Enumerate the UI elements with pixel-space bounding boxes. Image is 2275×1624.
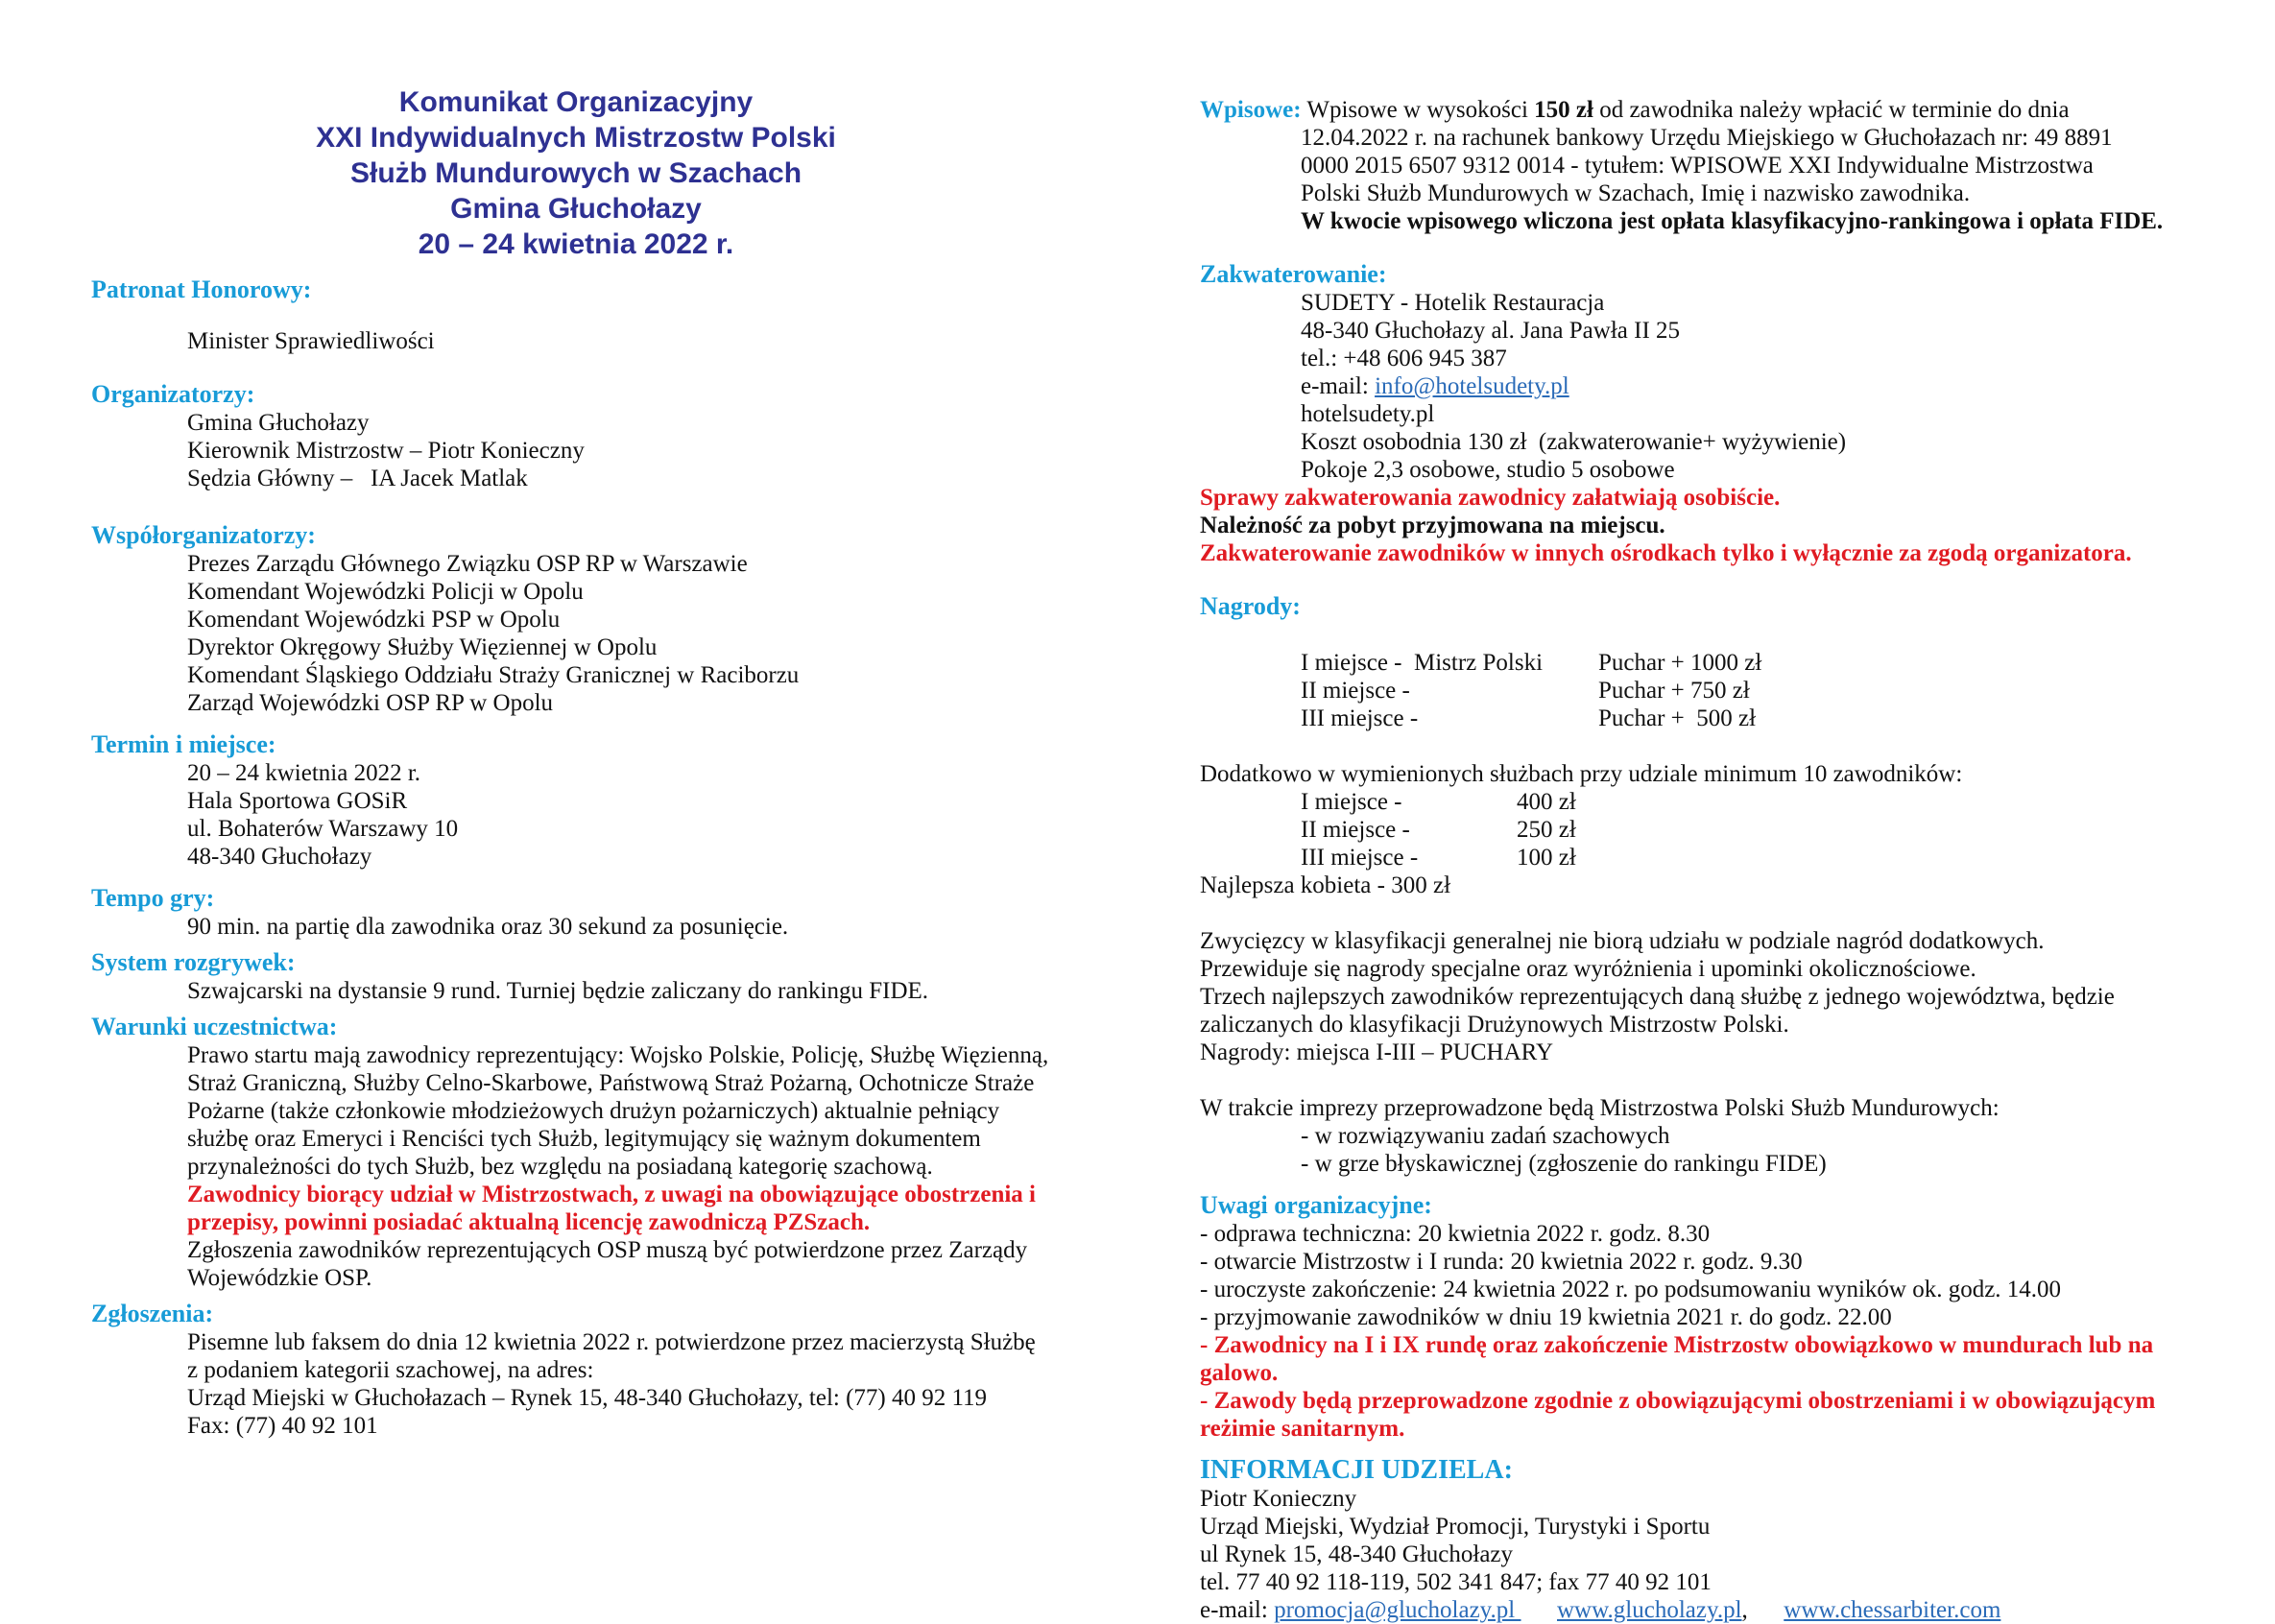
list-item: - przyjmowanie zawodników w dniu 19 kwietnia 2021 r. do godz. 22.00 [1200,1304,1892,1330]
text-line: ul Rynek 15, 48-340 Głuchołazy [1200,1541,1514,1567]
title-line-2: XXI Indywidualnych Mistrzostw Polski [316,122,836,154]
prize-value: 100 zł [1517,845,1576,871]
text-line: SUDETY - Hotelik Restauracja [1301,290,1605,316]
warning-text-line: Zawodnicy biorący udział w Mistrzostwach, z uwagi na obowiązujące obostrzenia i [187,1182,1036,1207]
section-heading-wpisowe: Wpisowe: [1200,97,1302,123]
text-line: 0000 2015 6507 9312 0014 - tytułem: WPISOWE XXI Indywidualne Mistrzostwa [1301,153,2094,179]
prize-row [1200,816,2232,844]
text-line: 48-340 Głuchołazy al. Jana Pawła II 25 [1301,318,1681,344]
text-line: Hala Sportowa GOSiR [187,788,408,814]
email-label: e-mail: [1200,1597,1275,1623]
text-line: Urząd Miejski w Głuchołazach – Rynek 15, 48-340 Głuchołazy, tel: (77) 40 92 119 [187,1385,988,1411]
section-heading-informacji: INFORMACJI UDZIELA: [1200,1455,1513,1485]
prize-row [1200,649,2232,677]
section-heading-zgloszenia: Zgłoszenia: [91,1300,214,1327]
text-line: 12.04.2022 r. na rachunek bankowy Urzędu Miejskiego w Głuchołazach nr: 49 8891 [1301,125,2113,151]
prize-place: III miejsce - [1301,845,1419,871]
text-line: tel.: +48 606 945 387 [1301,346,1507,371]
list-item: - w grze błyskawicznej (zgłoszenie do rankingu FIDE) [1301,1151,1827,1177]
prize-value: Puchar + 750 zł [1598,678,1750,704]
section-tempo [91,884,1061,941]
section-informacji [1200,1456,2232,1624]
prize-row [1200,677,2232,705]
promo-email-link[interactable]: promocja@glucholazy.pl [1274,1597,1521,1623]
text-line: Wojewódzkie OSP. [187,1265,372,1291]
title-line-5: 20 – 24 kwietnia 2022 r. [418,228,734,260]
text-line: służbę oraz Emeryci i Renciści tych Służb, legitymujący się ważnym dokumentem [187,1126,981,1152]
text-line: Gmina Głuchołazy [187,410,370,436]
text-line: Fax: (77) 40 92 101 [187,1413,378,1439]
text-line: Urząd Miejski, Wydział Promocji, Turystyki i Sportu [1200,1514,1711,1540]
list-item: - uroczyste zakończenie: 24 kwietnia 2022 r. po podsumowaniu wyników ok. godz. 14.00 [1200,1277,2062,1302]
text-line: Koszt osobodnia 130 zł (zakwaterowanie+ wyżywienie) [1301,429,1847,455]
entry-fee-amount: 150 zł [1534,97,1593,123]
text-line: Minister Sprawiedliwości [187,328,435,354]
text-line: hotelsudety.pl [1301,401,1435,427]
text-line: Trzech najlepszych zawodników reprezentujących daną służbę z jednego województwa, będzie [1200,984,2115,1010]
section-wspolorganizatorzy [91,521,1061,717]
text-line: z podaniem kategorii szachowej, na adres: [187,1357,594,1383]
prize-place: II miejsce - [1301,678,1410,704]
text-line: Zgłoszenia zawodników reprezentujących OSP muszą być potwierdzone przez Zarządy [187,1237,1028,1263]
text-line: Prawo startu mają zawodnicy reprezentujący: Wojsko Polskie, Policję, Służbę Więzienną, [187,1042,1049,1068]
warning-text-line: reżimie sanitarnym. [1200,1416,1405,1442]
right-column [1200,96,2232,1624]
prize-row [1200,705,2232,732]
section-zakwaterowanie [1200,260,2232,567]
text-line: Komendant Wojewódzki Policji w Opolu [187,579,584,605]
contact-links-line [1200,1596,2232,1624]
prize-row [1200,788,2232,816]
section-system [91,948,1061,1005]
text-line: Pokoje 2,3 osobowe, studio 5 osobowe [1301,457,1675,483]
text-line [1200,372,2232,400]
list-item: - otwarcie Mistrzostw i I runda: 20 kwietnia 2022 r. godz. 9.30 [1200,1249,1803,1275]
warning-text-line: Sprawy zakwaterowania zawodnicy załatwiają osobiście. [1200,485,1781,511]
section-heading-uwagi: Uwagi organizacyjne: [1200,1191,1432,1219]
text-line: 90 min. na partię dla zawodnika oraz 30 sekund za posunięcie. [187,914,789,940]
section-nagrody [1200,592,2232,899]
prize-place: II miejsce - [1301,817,1410,843]
text-line: Prezes Zarządu Głównego Związku OSP RP w Warszawie [187,551,748,577]
text-line: ul. Bohaterów Warszawy 10 [187,816,459,842]
text-line: przynależności do tych Służb, bez względu na posiadaną kategorię szachową. [187,1154,933,1180]
section-warunki [91,1013,1061,1292]
warning-text-line: przepisy, powinni posiadać aktualną licencję zawodniczą PZSzach. [187,1209,871,1235]
text-segment: Wpisowe w wysokości [1301,97,1535,123]
section-wpisowe [1200,96,2232,235]
warning-text-line: - Zawodnicy na I i IX rundę oraz zakończenie Mistrzostw obowiązkowo w mundurach lub na [1200,1332,2154,1358]
text-line: Dodatkowo w wymienionych służbach przy udziale minimum 10 zawodników: [1200,761,1963,787]
text-line: Komendant Wojewódzki PSP w Opolu [187,607,561,633]
text-line: Zwycięzcy w klasyfikacji generalnej nie biorą udziału w podziale nagród dodatkowych. [1200,928,2045,954]
prize-value: Puchar + 500 zł [1598,705,1757,731]
left-column [91,84,1061,1440]
text-line: Zarząd Wojewódzki OSP RP w Opolu [187,690,554,716]
section-uwagi [1200,1191,2232,1443]
title-line-1: Komunikat Organizacyjny [398,86,754,118]
section-heading-wspolorganizatorzy: Współorganizatorzy: [91,521,316,549]
warning-text-line: - Zawody będą przeprowadzone zgodnie z obowiązującymi obostrzeniami i w obowiązującym [1200,1388,2156,1414]
text-line: Pisemne lub faksem do dnia 12 kwietnia 2022 r. potwierdzone przez macierzystą Służbę [187,1329,1036,1355]
prize-row [1200,844,2232,872]
emphasis-text-line: Należność za pobyt przyjmowana na miejscu. [1200,513,1665,538]
list-item: - w rozwiązywaniu zadań szachowych [1301,1123,1670,1149]
text-segment: od zawodnika należy wpłacić w terminie do dnia [1592,97,2070,123]
text-line: Piotr Konieczny [1200,1486,1357,1512]
hotel-email-link[interactable]: info@hotelsudety.pl [1375,373,1569,399]
section-termin [91,730,1061,871]
text-line: Straż Graniczną, Służby Celno-Skarbowe, Państwową Straż Pożarną, Ochotnicze Straże [187,1070,1035,1096]
text-line: Nagrody: miejsca I-III – PUCHARY [1200,1039,1553,1065]
emphasis-text-line: W kwocie wpisowego wliczona jest opłata klasyfikacyjno-rankingowa i opłata FIDE. [1301,208,2164,234]
title-line-3: Służb Mundurowych w Szachach [349,157,802,189]
prize-place: I miejsce - Mistrz Polski [1301,650,1544,676]
text-line: Dyrektor Okręgowy Służby Więziennej w Opolu [187,634,658,660]
section-heading-zakwaterowanie: Zakwaterowanie: [1200,260,1387,288]
text-line: tel. 77 40 92 118-119, 502 341 847; fax 77 40 92 101 [1200,1569,1712,1595]
section-heading-termin: Termin i miejsce: [91,730,276,758]
text-line: Szwajcarski na dystansie 9 rund. Turniej będzie zaliczany do rankingu FIDE. [187,978,929,1004]
warning-text-line: galowo. [1200,1360,1279,1386]
section-heading-organizatorzy: Organizatorzy: [91,380,255,408]
warning-text-line: Zakwaterowanie zawodników w innych ośrodkach tylko i wyłącznie za zgodą organizatora. [1200,540,2132,566]
prize-value: Puchar + 1000 zł [1598,650,1762,676]
prize-value: 250 zł [1517,817,1576,843]
text-line [1200,96,2232,124]
prize-place: I miejsce - [1301,789,1402,815]
list-item: - odprawa techniczna: 20 kwietnia 2022 r. godz. 8.30 [1200,1221,1711,1247]
title-line-4: Gmina Głuchołazy [450,193,702,225]
text-line: Polski Służb Mundurowych w Szachach, Imię i nazwisko zawodnika. [1301,180,1971,206]
text-line: W trakcie imprezy przeprowadzone będą Mistrzostwa Polski Służb Mundurowych: [1200,1095,2000,1121]
section-heading-tempo: Tempo gry: [91,884,215,912]
text-line: Kierownik Mistrzostw – Piotr Konieczny [187,438,585,464]
chessarbiter-website-link[interactable]: www.chessarbiter.com [1784,1597,2001,1623]
document-title [91,84,1061,262]
link-separator [1521,1597,1558,1623]
text-line: Komendant Śląskiego Oddziału Straży Granicznej w Raciborzu [187,662,800,688]
text-line: 20 – 24 kwietnia 2022 r. [187,760,421,786]
link-separator: , [1741,1597,1784,1623]
prize-place: III miejsce - [1301,705,1419,731]
email-label: e-mail: [1301,373,1376,399]
section-heading-system: System rozgrywek: [91,948,296,976]
text-line: 48-340 Głuchołazy [187,844,372,870]
section-zgloszenia [91,1300,1061,1440]
text-line: Przewiduje się nagrody specjalne oraz wyróżnienia i upominki okolicznościowe. [1200,956,1976,982]
section-heading-warunki: Warunki uczestnictwa: [91,1013,338,1040]
section-heading-patronat: Patronat Honorowy: [91,275,312,303]
text-line: Najlepsza kobieta - 300 zł [1200,872,1451,898]
section-organizatorzy [91,380,1061,492]
text-line: Pożarne (także członkowie młodzieżowych drużyn pożarniczych) aktualnie pełniący [187,1098,1000,1124]
section-nagrody-info [1200,927,2232,1178]
text-line: Sędzia Główny – IA Jacek Matlak [187,466,528,491]
section-heading-nagrody: Nagrody: [1200,592,1301,620]
section-patronat [91,275,1061,355]
glucholazy-website-link[interactable]: www.glucholazy.pl [1557,1597,1742,1623]
text-line: zaliczanych do klasyfikacji Drużynowych Mistrzostw Polski. [1200,1012,1789,1038]
prize-value: 400 zł [1517,789,1576,815]
